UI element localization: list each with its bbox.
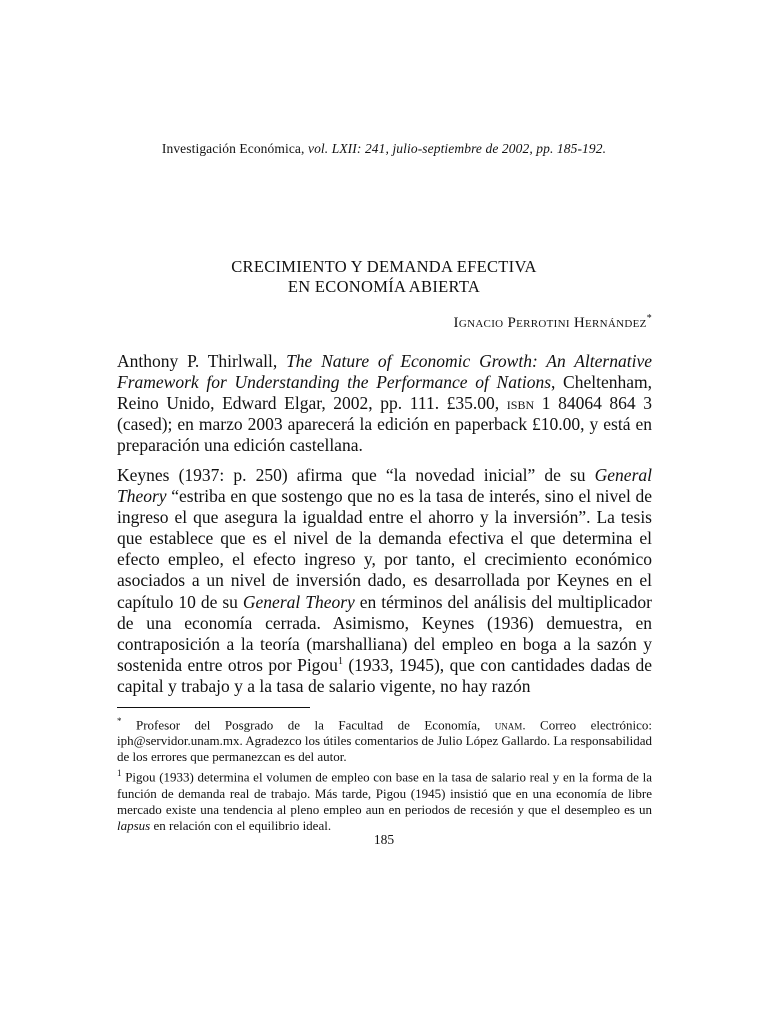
body-sentence-2: “estriba en que sostengo que no es la tasa de interés, sino el nivel de ingreso el que asegura la igualdad entre el ahorro y la inversión”. La tesis que establece que es el nivel de la demanda efectiva el que determina el efecto empleo, el efecto ingreso y, por tanto, el crecimiento económico asociados a un nivel de inversión dado, es desarrollada por Keynes en el capítulo 10 de su <box>117 486 653 612</box>
footnote-author-text-b: . Correo electrónico: iph@servidor.unam.mx. Agradezco los útiles comentarios de Julio López Gallardo. La responsabilidad de los errores que permanezcan es del autor. <box>117 717 652 765</box>
isbn-details: 1 84064 864 3 (cased); en marzo 2003 aparecerá la edición en paperback £10.00, y está en preparación una edición castellana. <box>117 393 653 456</box>
article-title <box>0 257 768 297</box>
footnote-reference-1: 1 <box>337 656 343 668</box>
footnote-mark-1: 1 <box>117 768 122 779</box>
footnote-divider <box>117 707 310 708</box>
body-sentence-4: (1933, 1945), que con cantidades dadas de capital y trabajo y a la tasa de salario vigente, no hay razón <box>117 654 653 696</box>
footnote-1-text-a: Pigou (1933) determina el volumen de empleo con base en la tasa de salario real y en la forma de la función de demanda real de trabajo. Más tarde, Pigou (1945) insistió que en una economía de libre mercado existe una tendencia al pleno empleo aun en periodos de recesión y que el desempleo es un <box>117 769 653 817</box>
author-name <box>454 313 652 332</box>
footnote-1-text-b: en relación con el equilibrio ideal. <box>153 817 332 833</box>
author-footnote-mark: * <box>646 313 652 324</box>
book-title: The Nature of Economic Growth: An Alternative Framework for Understanding the Performance of Nations <box>117 351 652 393</box>
general-theory-title-1: General Theory <box>117 465 653 507</box>
publication-details: , Cheltenham, Reino Unido, Edward Elgar, 2002, pp. 111. £35.00, <box>117 372 652 414</box>
isbn-label: isbn <box>506 393 535 414</box>
reviewed-author: Anthony P. Thirlwall, <box>117 351 278 371</box>
footnote-author <box>117 713 652 765</box>
citation-details: vol. LXII: 241, julio-septiembre de 2002, pp. 185-192. <box>307 141 607 156</box>
author-text: Ignacio Perrotini Hernández <box>453 315 647 331</box>
body-sentence-3: en términos del análisis del multiplicador de una economía cerrada. Asimismo, Keynes (1936) demuestra, en contraposición a la teoría (marshalliana) del empleo en boga a la sazón y sostenida entre otros por Pigou <box>117 591 652 675</box>
footnote-author-text-a: Profesor del Posgrado de la Facultad de Economía, <box>135 717 481 733</box>
review-citation-paragraph <box>117 351 652 456</box>
footnote-1-lapsus: lapsus <box>117 817 151 833</box>
title-line-2: EN ECONOMÍA ABIERTA <box>287 277 481 296</box>
body-sentence-1: Keynes (1937: p. 250) afirma que “la novedad inicial” de su <box>117 465 586 485</box>
footnote-mark-asterisk: * <box>117 716 122 726</box>
footnote-1 <box>117 765 652 833</box>
body-paragraph <box>117 465 652 697</box>
title-line-1: CRECIMIENTO Y DEMANDA EFECTIVA <box>231 257 537 276</box>
general-theory-title-2: General Theory <box>242 591 355 612</box>
footnote-unam: unam <box>494 717 523 733</box>
page-number: 185 <box>373 832 395 847</box>
footnotes <box>117 713 652 834</box>
journal-name: Investigación Económica, <box>161 141 305 156</box>
running-header <box>0 141 768 157</box>
